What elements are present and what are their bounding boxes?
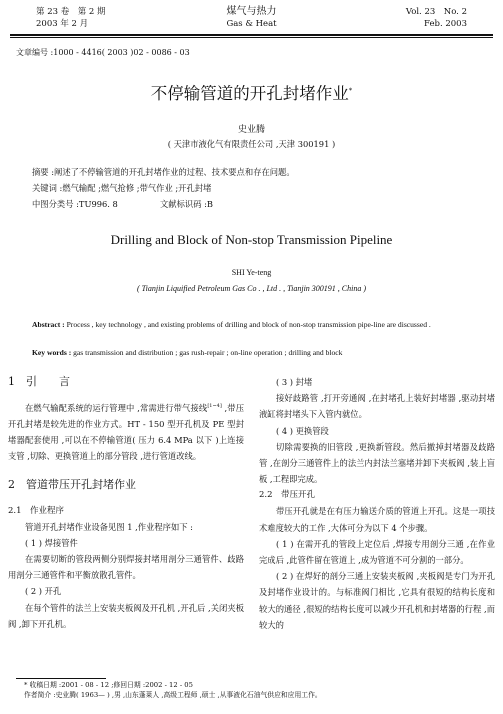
citation-ref: [1~4]	[207, 403, 222, 409]
title-footnote-mark: *	[348, 86, 353, 95]
journal-name-en: Gas & Heat	[226, 19, 277, 29]
title-en: Drilling and Block of Non-stop Transmission Pipeline	[110, 232, 393, 247]
section-1-text-a: 在燃气输配系统的运行管理中 ,常需进行带气接线	[25, 402, 208, 413]
header-left	[36, 6, 156, 30]
step-4-heading: ( 4 ) 更换管段	[276, 425, 329, 436]
keywords-cn: 关键词 :燃气输配 ;燃气抢修 ;带气作业 ;开孔封堵	[32, 183, 212, 193]
header-rule-thick	[10, 34, 493, 36]
step-4-paragraph: 切除需要换的旧管段 ,更换新管段。然后撤掉封堵器及歧路管 ,在剖分三通管件上的法兰内封法兰塞堵并卸下夹板阀 ,装上盲板 ,工程即完成。	[259, 441, 495, 485]
title-cn	[0, 80, 503, 104]
section-2-2-item-2: ( 2 ) 在焊好的剖分三通上安装夹板阀 ,夹板阀是专门为开孔及封堵作业设计的。与标准阀门相比 ,它具有很短的结构长度和较大的通径 ,很短的结构长度可以减少开孔机和封堵器的行程 ,而较大的	[259, 571, 495, 630]
section-2-1-heading: 2.1 作业程序	[8, 505, 65, 516]
footnote-author-bio: 作者简介 :史业腾( 1963— ) ,男 ,山东蓬莱人 ,高级工程师 ,硕士 ,从事液化石油气供应和应用工作。	[24, 690, 322, 699]
document-code: 文献标识码 :B	[160, 199, 214, 209]
section-2-2-paragraph: 带压开孔就是在有压力输送介质的管道上开孔。这是一项技术难度较大的工作 ,大体可分为以下 4 个步骤。	[259, 506, 495, 533]
step-1-paragraph: 在需要切断的管段两侧分别焊接封堵用剖分三通管件、歧路用剖分三通管件和平衡放散孔管件。	[8, 553, 244, 581]
header-right	[347, 6, 467, 30]
step-3-paragraph: 接好歧路管 ,打开旁通阀 ,在封堵孔上装好封堵器 ,驱动封堵液缸将封堵头下入管内就位。	[259, 393, 495, 420]
section-2-2-heading: 2.2 带压开孔	[259, 490, 316, 501]
keywords-en-label: Key words :	[32, 348, 72, 357]
step-2-heading: ( 2 ) 开孔	[25, 586, 62, 597]
keywords-en	[32, 346, 472, 359]
author-cn: 史业腾	[237, 125, 265, 135]
abstract-en-text: Process , key technology , and existing problems of drilling and block of non-stop transmission pipe-line are discussed .	[64, 320, 431, 329]
section-1-text-b: ,带压开孔封堵是较先进的作业方式。HT - 150 型开孔机及 PE 型封堵器配套使用 ,可以在不停输管道( 压力 6.4 MPa 以下 )上连接支管 ,切除、更换管道上的部分管段 ,进行管道改线。	[8, 402, 244, 462]
abstract-en	[32, 318, 472, 331]
section-2-heading: 2 管道带压开孔封堵作业	[8, 477, 136, 491]
keywords-en-text: gas transmission and distribution ; gas rush-repair ; on-line operation ; drilling and block	[71, 348, 343, 357]
step-1-heading: ( 1 ) 焊接管件	[25, 537, 78, 548]
title-cn-text: 不停输管道的开孔封堵作业	[150, 84, 349, 103]
abstract-en-label: Abstract :	[32, 320, 65, 329]
article-number: 文章编号 :1000 - 4416( 2003 )02 - 0086 - 03	[16, 48, 190, 57]
right-column	[259, 374, 495, 633]
header-rule-thin	[10, 37, 493, 38]
classification-number: 中图分类号 :TU996. 8	[32, 199, 118, 209]
section-1-heading: 1 引 言	[8, 375, 70, 388]
section-2-1-paragraph: 管道开孔封堵作业设备见图 1 ,作业程序如下 :	[25, 521, 193, 532]
section-1-paragraph	[8, 398, 244, 465]
affiliation-en: ( Tianjin Liquified Petroleum Gas Co . , Ltd . , Tianjin 300191 , China )	[136, 284, 367, 293]
step-3-heading: ( 3 ) 封堵	[276, 377, 313, 387]
volume-issue-en: Vol. 23 No. 2	[405, 7, 467, 17]
footnote-rule	[16, 678, 106, 679]
journal-name-cn: 煤气与热力	[226, 6, 277, 17]
footnote	[24, 681, 494, 700]
section-2-2-item-1: ( 1 ) 在需开孔的管段上定位后 ,焊接专用剖分三通 ,在作业完成后 ,此管件留在管道上 ,成为管道不可分割的一部分。	[259, 538, 495, 566]
step-2-paragraph: 在每个管件的法兰上安装夹板阀及开孔机 ,开孔后 ,关闭夹板阀 ,卸下开孔机。	[8, 602, 244, 629]
volume-issue-cn: 第 23 卷 第 2 期	[36, 7, 106, 17]
header-center	[180, 6, 323, 30]
footnote-received: * 收稿日期 :2001 - 08 - 12 ;修回日期 :2002 - 12 - 05	[24, 681, 193, 689]
affiliation-cn: ( 天津市液化气有限责任公司 ,天津 300191 )	[167, 139, 336, 149]
author-en: SHI Ye-teng	[231, 268, 272, 277]
date-cn: 2003 年 2 月	[36, 19, 89, 29]
left-column	[8, 372, 244, 632]
abstract-cn: 摘要 :阐述了不停输管道的开孔封堵作业的过程、技术要点和存在问题。	[32, 167, 295, 177]
date-en: Feb. 2003	[424, 19, 467, 29]
